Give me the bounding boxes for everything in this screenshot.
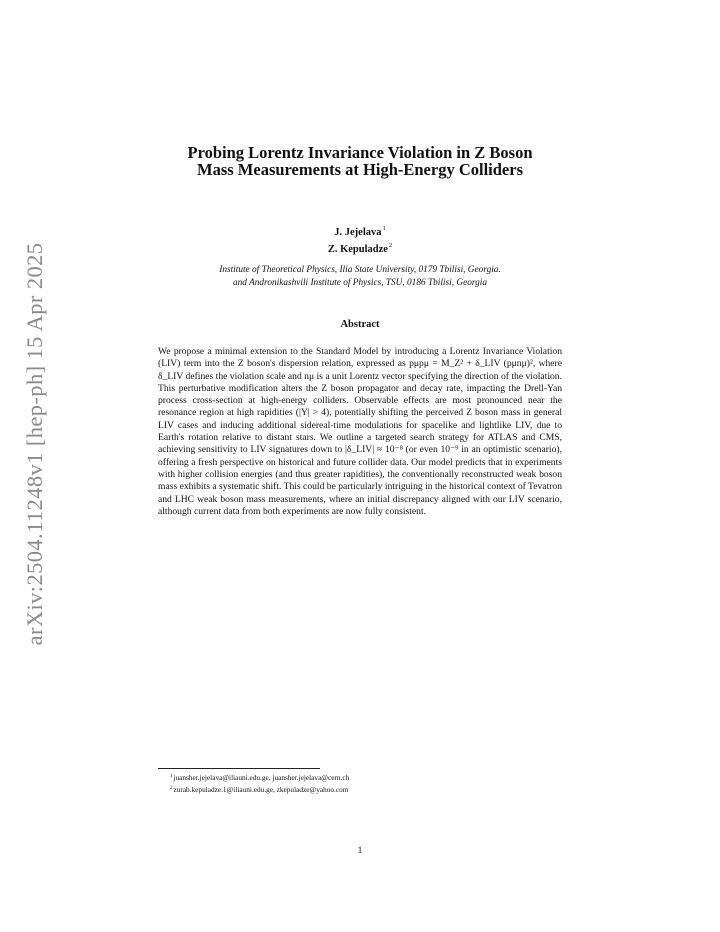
footnotes (170, 771, 349, 795)
footnote (170, 771, 349, 783)
footnote-divider (158, 768, 320, 769)
abstract-text: We propose a minimal extension to the Standard Model by introducing a Lorentz Invariance Violation (LIV) term into the Z boson's dispersion relation, expressed as pμpμ = M_Z² + δ_LIV (pμnμ)², where δ_LIV defines the violation scale and nμ is a unit Lorentz vector specifying the direction of the violation. This perturbative modification alters the Z boson propagator and decay rate, impacting the Drell-Yan process cross-section at high-energy colliders. Observable effects are most pronounced near the resonance region at high rapidities (|Y| > 4), potentially shifting the perceived Z boson mass in general LIV cases and inducing additional sidereal-time modulations for spacelike and lightlike LIV, due to Earth's rotation relative to distant stars. We outline a targeted search strategy for ATLAS and CMS, achieving sensitivity to LIV signatures down to |δ_LIV| ≈ 10⁻⁸ (or even 10⁻⁹ in an optimistic scenario), offering a fresh perspective on historical and future collider data. Our model predicts that in experiments with higher collision energies (and thus greater rapidities), the conventionally reconstructed weak boson mass exhibits a systematic shift. This could be particularly intriguing in the historical context of Tevatron and LHC weak boson mass measurements, where an initial discrepancy aligned with our LIV scenario, although current data from both experiments are now fully consistent. (158, 346, 562, 517)
author-name: J. Jejelava (334, 227, 382, 238)
footnote-marker: 1 (170, 774, 173, 779)
footnote-marker: 2 (170, 786, 173, 791)
author-name: Z. Kepuladze (327, 244, 388, 255)
paper-title (150, 144, 570, 178)
footnote-marker: 1 (382, 225, 386, 232)
author (150, 239, 570, 256)
affiliation (150, 264, 570, 290)
arxiv-identifier: arXiv:2504.11248v1 [hep-ph] 15 Apr 2025 (22, 242, 47, 646)
arxiv-sidebar-stamp (22, 242, 48, 646)
affiliation-line: Institute of Theoretical Physics, Ilia State University, 0179 Tbilisi, Georgia. (219, 265, 501, 275)
author (150, 222, 570, 239)
footnote-text: zurab.kepuladze.1@iliauni.edu.ge, zkepuladze@yahoo.com (173, 785, 349, 794)
affiliation-line: and Andronikashvili Institute of Physics, TSU, 0186 Tbilisi, Georgia (232, 278, 488, 288)
footnote (170, 783, 349, 795)
footnote-text: juansher.jejelava@iliauni.edu.ge, juansher.jejelava@cern.ch (173, 773, 350, 782)
title-line-2: Mass Measurements at High-Energy Colliders (197, 160, 523, 179)
title-line-1: Probing Lorentz Invariance Violation in Z Boson (187, 143, 533, 162)
page-number: 1 (357, 846, 363, 856)
author-list (150, 222, 570, 256)
abstract-heading: Abstract (340, 319, 380, 330)
footnote-marker: 2 (388, 242, 393, 249)
